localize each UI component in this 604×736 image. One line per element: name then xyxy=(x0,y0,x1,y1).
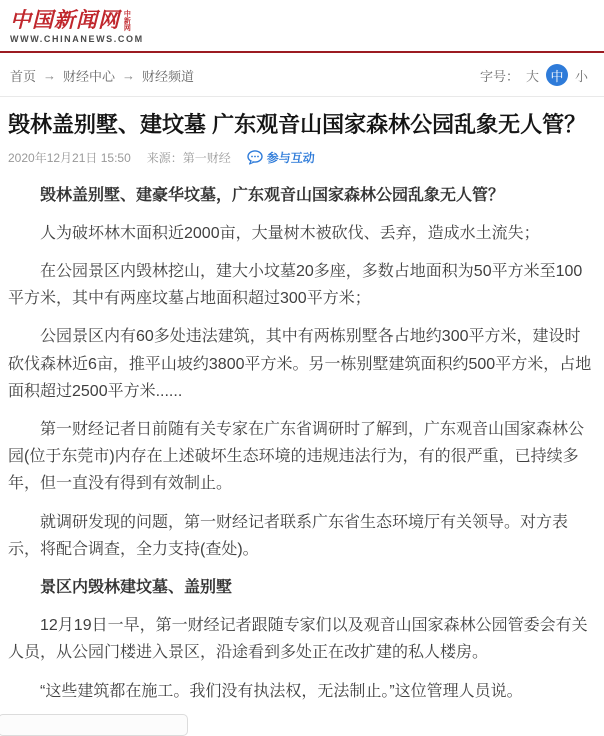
site-logo-seal: 中新网 xyxy=(123,10,131,31)
font-size-small-button[interactable]: 小 xyxy=(574,68,588,84)
font-size-control xyxy=(480,64,588,86)
article-paragraph: 第一财经记者日前随有关专家在广东省调研时了解到，广东观音山国家森林公园(位于东莞市)内存在上述破坏生态环境的违规违法行为，有的很严重，已持续多年，但一直没有得到有效制止。 xyxy=(8,421,585,493)
article-body xyxy=(8,182,596,705)
site-url-text: WWW.CHINANEWS.COM xyxy=(10,34,144,44)
article-paragraph: 人为破坏林木面积近2000亩，大量树木被砍伐、丢弃，造成水土流失； xyxy=(40,224,540,242)
interaction-link[interactable] xyxy=(247,149,315,166)
article-subheading: 毁林盖别墅、建豪华坟墓，广东观音山国家森林公园乱象无人管？ xyxy=(40,186,505,204)
status-bubble xyxy=(0,714,188,736)
article-paragraph: 就调研发现的问题，第一财经记者联系广东省生态环境厅有关领导。对方表示，将配合调查，全力支持(查处)。 xyxy=(8,513,569,558)
font-size-large-button[interactable]: 大 xyxy=(525,68,539,84)
breadcrumb-arrow-icon: → xyxy=(43,67,57,83)
site-header xyxy=(0,0,604,44)
article-paragraph: 公园景区内有60多处违法建筑，其中有两栋别墅各占地约300平方米，建设时砍伐森林近6亩，推平山坡约3800平方米。另一栋别墅建筑面积约500平方米，占地面积超过2500平方米...... xyxy=(8,328,592,400)
article-title: 毁林盖别墅、建坟墓 广东观音山国家森林公园乱象无人管？ xyxy=(8,112,587,137)
breadcrumb xyxy=(10,66,194,85)
article-subheading: 景区内毁林建坟墓、盖别墅 xyxy=(40,578,233,596)
article xyxy=(0,110,604,705)
font-size-label: 字号： xyxy=(479,68,519,84)
breadcrumb-home[interactable]: 首页 xyxy=(10,68,37,84)
breadcrumb-finance-center[interactable]: 财经中心 xyxy=(63,68,116,84)
article-paragraph: 12月19日一早，第一财经记者跟随专家们以及观音山国家森林公园管委会有关人员，从公园门楼进入景区，沿途看到多处正在改扩建的私人楼房。 xyxy=(8,617,588,662)
breadcrumb-arrow-icon: → xyxy=(122,67,136,83)
article-paragraph: “这些建筑都在施工。我们没有执法权，无法制止。”这位管理人员说。 xyxy=(40,682,523,700)
font-size-medium-button[interactable]: 中 xyxy=(546,64,568,86)
article-paragraph: 在公园景区内毁林挖山，建大小坟墓20多座，多数占地面积为50平方米至100平方米，其中有两座坟墓占地面积超过300平方米； xyxy=(8,263,583,308)
site-logo[interactable]: 中国新闻网 xyxy=(10,7,120,32)
article-source: 来源：第一财经 xyxy=(146,150,231,165)
breadcrumb-finance-channel[interactable]: 财经频道 xyxy=(142,68,195,84)
comment-bubble-icon xyxy=(247,150,264,165)
publish-date: 2020年12月21日 15:50 xyxy=(8,150,131,165)
nav-row xyxy=(0,53,604,97)
article-meta xyxy=(8,149,596,166)
interaction-label: 参与互动 xyxy=(266,150,315,165)
